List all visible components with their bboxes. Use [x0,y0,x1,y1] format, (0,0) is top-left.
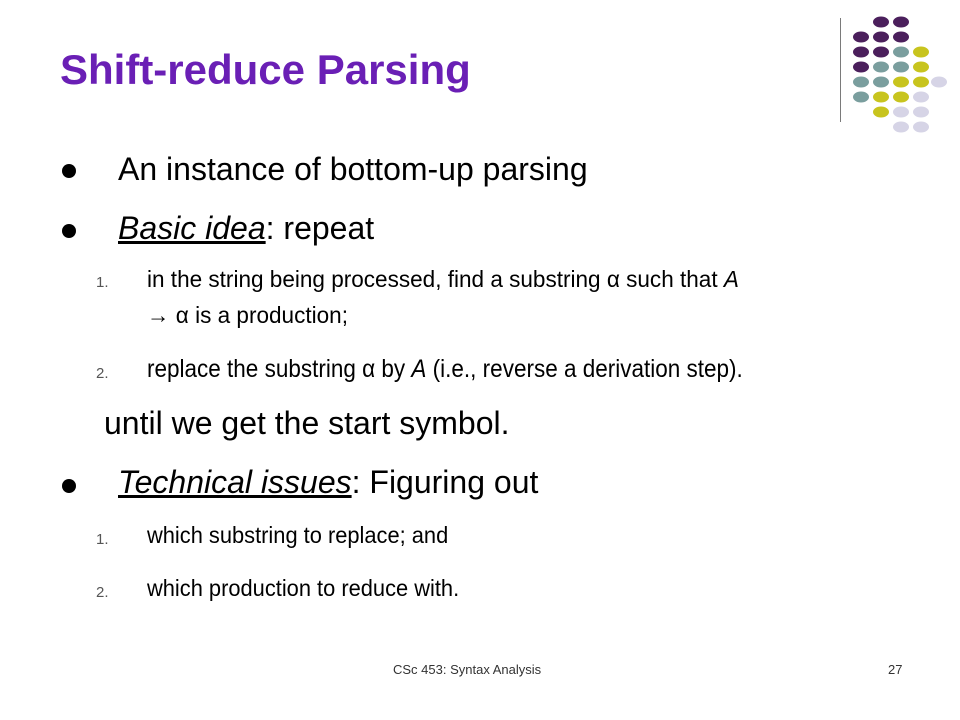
decorative-dot [873,62,889,73]
decorative-dot [893,122,909,133]
step-variable: A [723,266,739,292]
decorative-dot [913,62,929,73]
decorative-dot [893,47,909,58]
bullet-text [118,464,538,501]
bullet-icon [62,479,76,493]
step-number: 2. [96,365,109,382]
decorative-dot [853,32,869,43]
decorative-dot [913,92,929,103]
decorative-dot [893,32,909,43]
bullet-text [118,210,374,247]
decorative-dot [893,107,909,118]
issue-text: which production to reduce with. [147,575,460,601]
decorative-dot [873,77,889,88]
step-number: 1. [96,274,109,291]
bullet-icon [62,224,76,238]
bullet-rest: : Figuring out [351,464,539,500]
decorative-dot [893,77,909,88]
decorative-dot [853,47,869,58]
bullet-text: An instance of bottom-up parsing [118,151,588,187]
page-number: 27 [888,662,903,677]
bullet-term: Technical issues [118,464,352,500]
decorative-dot [931,77,947,88]
step-text-line1 [147,266,739,293]
decorative-dot [913,107,929,118]
decorative-dot-grid [0,0,960,140]
step-text-line2: → α is a production; [147,302,348,328]
step-text-post: (i.e., reverse a derivation step). [426,355,743,383]
issue-text: which substring to replace; and [147,522,449,548]
step-text [147,355,743,384]
step-text: in the string being processed, find a substring α such that [147,266,724,292]
decorative-dot [873,107,889,118]
decorative-dot [893,17,909,28]
decorative-dot [873,17,889,28]
until-text: until we get the start symbol. [104,405,510,441]
issue-number: 2. [96,584,109,601]
bullet-rest: : repeat [265,210,375,246]
issue-number: 1. [96,531,109,548]
decorative-dot [913,47,929,58]
decorative-dot [913,77,929,88]
footer-text: CSc 453: Syntax Analysis [393,662,542,677]
decorative-dot [893,92,909,103]
decorative-dot [853,77,869,88]
bullet-term: Basic idea [118,210,266,246]
decorative-dot [873,32,889,43]
bullet-icon [62,164,76,178]
decorative-dot [873,92,889,103]
decorative-dot [893,62,909,73]
slide-title: Shift-reduce Parsing [60,46,471,93]
decorative-dot [873,47,889,58]
decorative-dot [913,122,929,133]
decorative-dot [853,92,869,103]
step-text-pre: replace the substring α by [147,355,412,383]
decorative-dot [853,62,869,73]
step-variable: A [411,355,427,383]
